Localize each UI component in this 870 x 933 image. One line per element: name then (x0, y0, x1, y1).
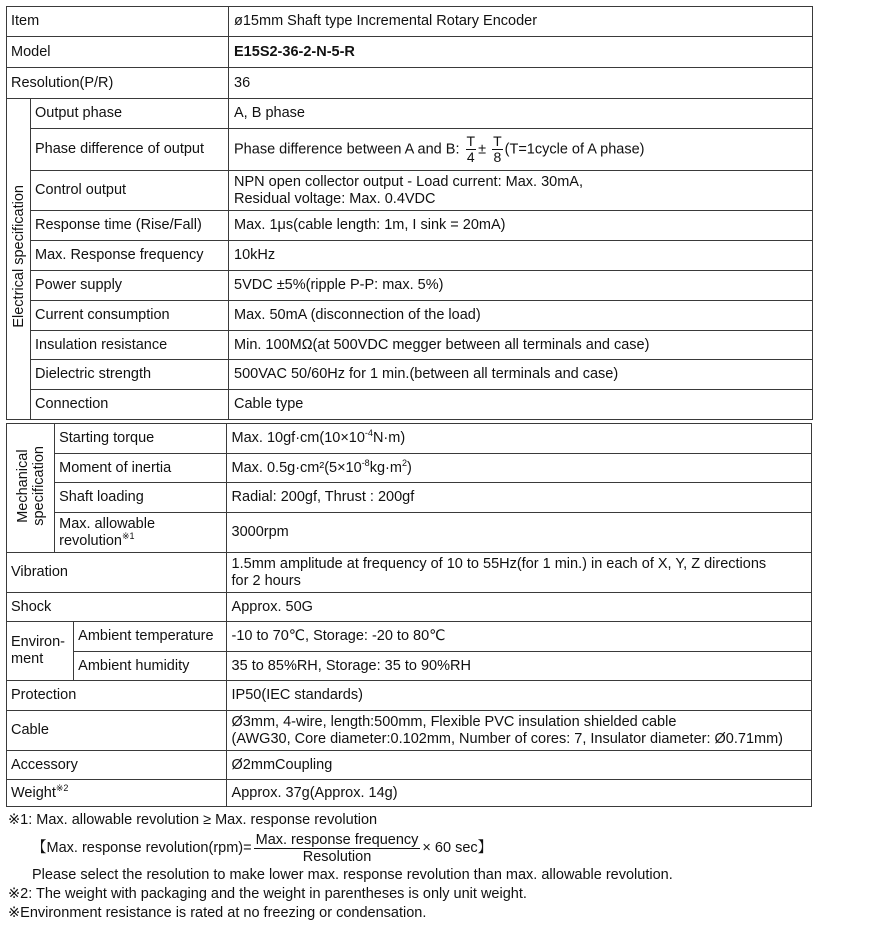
table-row (7, 99, 813, 129)
note-1-extra: Please select the resolution to make lower max. response revolution than max. allowable revolution. (32, 867, 673, 883)
fraction-t-over-4: $\frac{T}{4}$ (466, 133, 476, 165)
mechanical-group-label: Mechanical specification (7, 424, 55, 553)
electrical-group-label: Electrical specification (7, 99, 31, 420)
current-consumption-label: Current consumption (31, 301, 229, 331)
ambient-humidity-value: 35 to 85%RH, Storage: 35 to 90%RH (226, 652, 811, 681)
table-row (7, 331, 813, 360)
moment-of-inertia-label: Moment of inertia (55, 454, 226, 483)
spec-table (6, 6, 813, 420)
table-row (7, 301, 813, 331)
ambient-temperature-label: Ambient temperature (74, 622, 226, 652)
environment-group-label: Environ- ment (7, 622, 74, 681)
ambient-temperature-value: -10 to 70℃, Storage: -20 to 80℃ (226, 622, 811, 652)
spec-table-mechanical (6, 423, 812, 553)
protection-value: IP50(IEC standards) (226, 681, 811, 711)
model-label: Model (7, 37, 229, 68)
table-row (7, 37, 813, 68)
insulation-resistance-label: Insulation resistance (31, 331, 229, 360)
table-row (7, 360, 813, 390)
accessory-value: Ø2mmCoupling (226, 751, 811, 780)
max-response-frequency-value: 10kHz (229, 241, 813, 271)
shock-label: Shock (7, 593, 227, 622)
resolution-label: Resolution(P/R) (7, 68, 229, 99)
table-row (7, 780, 812, 807)
resolution-value: 36 (229, 68, 813, 99)
phase-difference-value: Phase difference between A and B: $\frac{T}{4}$ ± $\frac{T}{8}$ (T=1cycle of A phase) (229, 129, 813, 171)
weight-value: Approx. 37g(Approx. 14g) (226, 780, 811, 807)
output-phase-value: A, B phase (229, 99, 813, 129)
footnotes (8, 811, 868, 923)
dielectric-strength-value: 500VAC 50/60Hz for 1 min.(between all terminals and case) (229, 360, 813, 390)
table-row (7, 454, 812, 483)
starting-torque-value: Max. $10gf\cdot cm(10\times 10^{-4}N\cdot m)$ (226, 424, 811, 454)
cable-value: Ø3mm, 4-wire, length:500mm, Flexible PVC insulation shielded cable (AWG30, Core diameter:0.102mm, Number of cores: 7, Insulator diameter: Ø0.71mm) (226, 711, 811, 751)
table-row (7, 483, 812, 513)
formula-fraction: $\frac{\text{Max. response frequency}}{\text{Resolution}}$ (255, 831, 419, 865)
cable-label: Cable (7, 711, 227, 751)
note-3: ※Environment resistance is rated at no freezing or condensation. (8, 905, 427, 921)
table-row (7, 390, 813, 420)
shaft-loading-value: Radial: 200gf, Thrust : 200gf (226, 483, 811, 513)
table-row (7, 652, 812, 681)
max-allowable-revolution-value: 3000rpm (226, 513, 811, 553)
table-row (7, 68, 813, 99)
note-1: ※1: Max. allowable revolution ≥ Max. response revolution (8, 812, 378, 828)
power-supply-value: 5VDC ±5%(ripple P-P: max. 5%) (229, 271, 813, 301)
connection-value: Cable type (229, 390, 813, 420)
table-row (7, 593, 812, 622)
revolution-formula: 【Max. response revolution(rpm)= $\frac{\text{Max. response frequency}}{\text{Resolution}}$ × 60 sec】 (32, 831, 493, 865)
table-row (7, 711, 812, 751)
table-row (7, 171, 813, 211)
response-time-label: Response time (Rise/Fall) (31, 211, 229, 241)
ambient-humidity-label: Ambient humidity (74, 652, 226, 681)
weight-label: Weight$^{※2}$ (7, 780, 227, 807)
control-output-label: Control output (31, 171, 229, 211)
item-label: Item (7, 7, 229, 37)
table-row (7, 211, 813, 241)
table-row (7, 681, 812, 711)
control-output-value: NPN open collector output - Load current: Max. 30mA, Residual voltage: Max. 0.4VDC (229, 171, 813, 211)
output-phase-label: Output phase (31, 99, 229, 129)
power-supply-label: Power supply (31, 271, 229, 301)
table-row (7, 271, 813, 301)
table-row (7, 129, 813, 171)
table-row (7, 553, 812, 593)
table-row (7, 7, 813, 37)
current-consumption-value: Max. 50mA (disconnection of the load) (229, 301, 813, 331)
max-allowable-revolution-label: Max. allowable revolution$^{※1}$ (55, 513, 226, 553)
dielectric-strength-label: Dielectric strength (31, 360, 229, 390)
vibration-value: 1.5mm amplitude at frequency of 10 to 55Hz(for 1 min.) in each of X, Y, Z directions for 2 hours (226, 553, 811, 593)
response-time-value: Max. 1μs(cable length: 1m, I sink = 20mA) (229, 211, 813, 241)
note-2: ※2: The weight with packaging and the weight in parentheses is only unit weight. (8, 886, 527, 902)
shaft-loading-label: Shaft loading (55, 483, 226, 513)
insulation-resistance-value: Min. 100MΩ(at 500VDC megger between all terminals and case) (229, 331, 813, 360)
item-value: ø15mm Shaft type Incremental Rotary Encoder (229, 7, 813, 37)
model-value: E15S2-36-2-N-5-R (229, 37, 813, 68)
phase-difference-label: Phase difference of output (31, 129, 229, 171)
accessory-label: Accessory (7, 751, 227, 780)
protection-label: Protection (7, 681, 227, 711)
starting-torque-label: Starting torque (55, 424, 226, 454)
moment-of-inertia-value: Max. $0.5g\cdot cm^2(5\times 10^{-8}kg\cdot m^2)$ (226, 454, 811, 483)
vibration-label: Vibration (7, 553, 227, 593)
table-row (7, 751, 812, 780)
table-row (7, 513, 812, 553)
max-response-frequency-label: Max. Response frequency (31, 241, 229, 271)
spec-table-general (6, 552, 812, 807)
table-row (7, 622, 812, 652)
table-row (7, 241, 813, 271)
table-row (7, 424, 812, 454)
fraction-t-over-8: $\frac{T}{8}$ (493, 133, 502, 165)
connection-label: Connection (31, 390, 229, 420)
shock-value: Approx. 50G (226, 593, 811, 622)
